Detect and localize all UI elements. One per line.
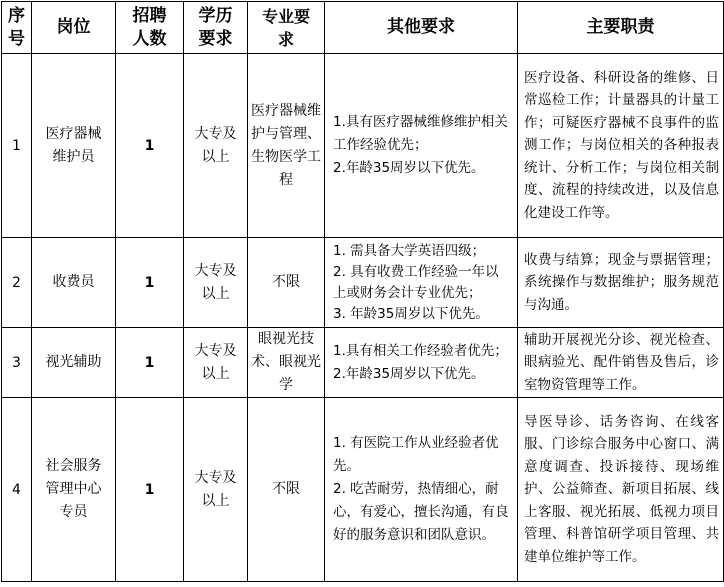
- seq-cell: 4: [2, 398, 32, 582]
- major-cell: 医疗器械维护与管理、生物医学工程: [248, 54, 325, 238]
- table-row: [2, 54, 724, 238]
- req-line: 2. 吃苦耐劳，热情细心，耐心，有爱心，擅长沟通，有良好的服务意识和团队意识。: [333, 481, 509, 543]
- edu-cell: 大专及以上: [184, 54, 248, 238]
- header-edu: 学历要求: [184, 2, 248, 54]
- req-line: 2.年龄35周岁以下优先。: [333, 160, 485, 176]
- req-line: 1.具有医疗器械维修维护相关工作经验优先；: [333, 114, 508, 153]
- req-line: 1. 有医院工作从业经验者优先。: [333, 435, 499, 474]
- seq-cell: 1: [2, 54, 32, 238]
- header-seq: 序号: [2, 2, 32, 54]
- seq-cell: 2: [2, 238, 32, 328]
- major-cell: 眼视光技术、眼视光学: [248, 328, 325, 398]
- edu-cell: 大专及以上: [184, 238, 248, 328]
- post-cell: 视光辅助: [32, 328, 116, 398]
- count-cell: 1: [116, 54, 184, 238]
- header-major: 专业要求: [248, 2, 325, 54]
- post-cell: 社会服务管理中心专员: [32, 398, 116, 582]
- edu-cell: 大专及以上: [184, 398, 248, 582]
- req-line: 2.年龄35周岁以下优先。: [333, 365, 485, 382]
- header-other: 其他要求: [325, 2, 518, 54]
- major-cell: 不限: [248, 398, 325, 582]
- major-cell: 不限: [248, 238, 325, 328]
- seq-cell: 3: [2, 328, 32, 398]
- recruitment-table: [1, 1, 724, 582]
- header-duty: 主要职责: [518, 2, 724, 54]
- req-line: 1.具有相关工作经验者优先；: [333, 342, 508, 359]
- other-req-cell: [325, 238, 518, 328]
- req-line: 3. 年龄35周岁以下优先。: [333, 305, 489, 322]
- other-req-cell: [325, 398, 518, 582]
- edu-cell: 大专及以上: [184, 328, 248, 398]
- req-line: 2. 具有收费工作经验一年以上或财务会计专业优先；: [333, 263, 499, 301]
- table-row: [2, 328, 724, 398]
- header-row: [2, 2, 724, 54]
- count-cell: 1: [116, 238, 184, 328]
- duty-cell: 导医导诊、话务咨询、在线客服、门诊综合服务中心窗口、满意度调查、投诉接待、现场维护、公益筛查、新项目拓展、线上客服、视光拓展、低视力项目管理、科普馆研学项目管理、共建单位维护等工作。: [518, 398, 724, 582]
- count-cell: 1: [116, 328, 184, 398]
- count-cell: 1: [116, 398, 184, 582]
- post-cell: 医疗器械维护员: [32, 54, 116, 238]
- header-count: 招聘人数: [116, 2, 184, 54]
- duty-cell: 收费与结算；现金与票据管理；系统操作与数据维护；服务规范与沟通。: [518, 238, 724, 328]
- table-row: [2, 238, 724, 328]
- duty-cell: 辅助开展视光分诊、视光检查、眼病验光、配件销售及售后，诊室物资管理等工作。: [518, 328, 724, 398]
- duty-cell: 医疗设备、科研设备的维修、日常巡检工作；计量器具的计量工作；可疑医疗器械不良事件的监测工作；与岗位相关的各种报表统计、分析工作；与岗位相关制度、流程的持续改进，以及信息化建设工作等。: [518, 54, 724, 238]
- post-cell: 收费员: [32, 238, 116, 328]
- header-post: 岗位: [32, 2, 116, 54]
- req-line: 1. 需具备大学英语四级；: [333, 242, 486, 259]
- other-req-cell: [325, 54, 518, 238]
- other-req-cell: [325, 328, 518, 398]
- table-row: [2, 398, 724, 582]
